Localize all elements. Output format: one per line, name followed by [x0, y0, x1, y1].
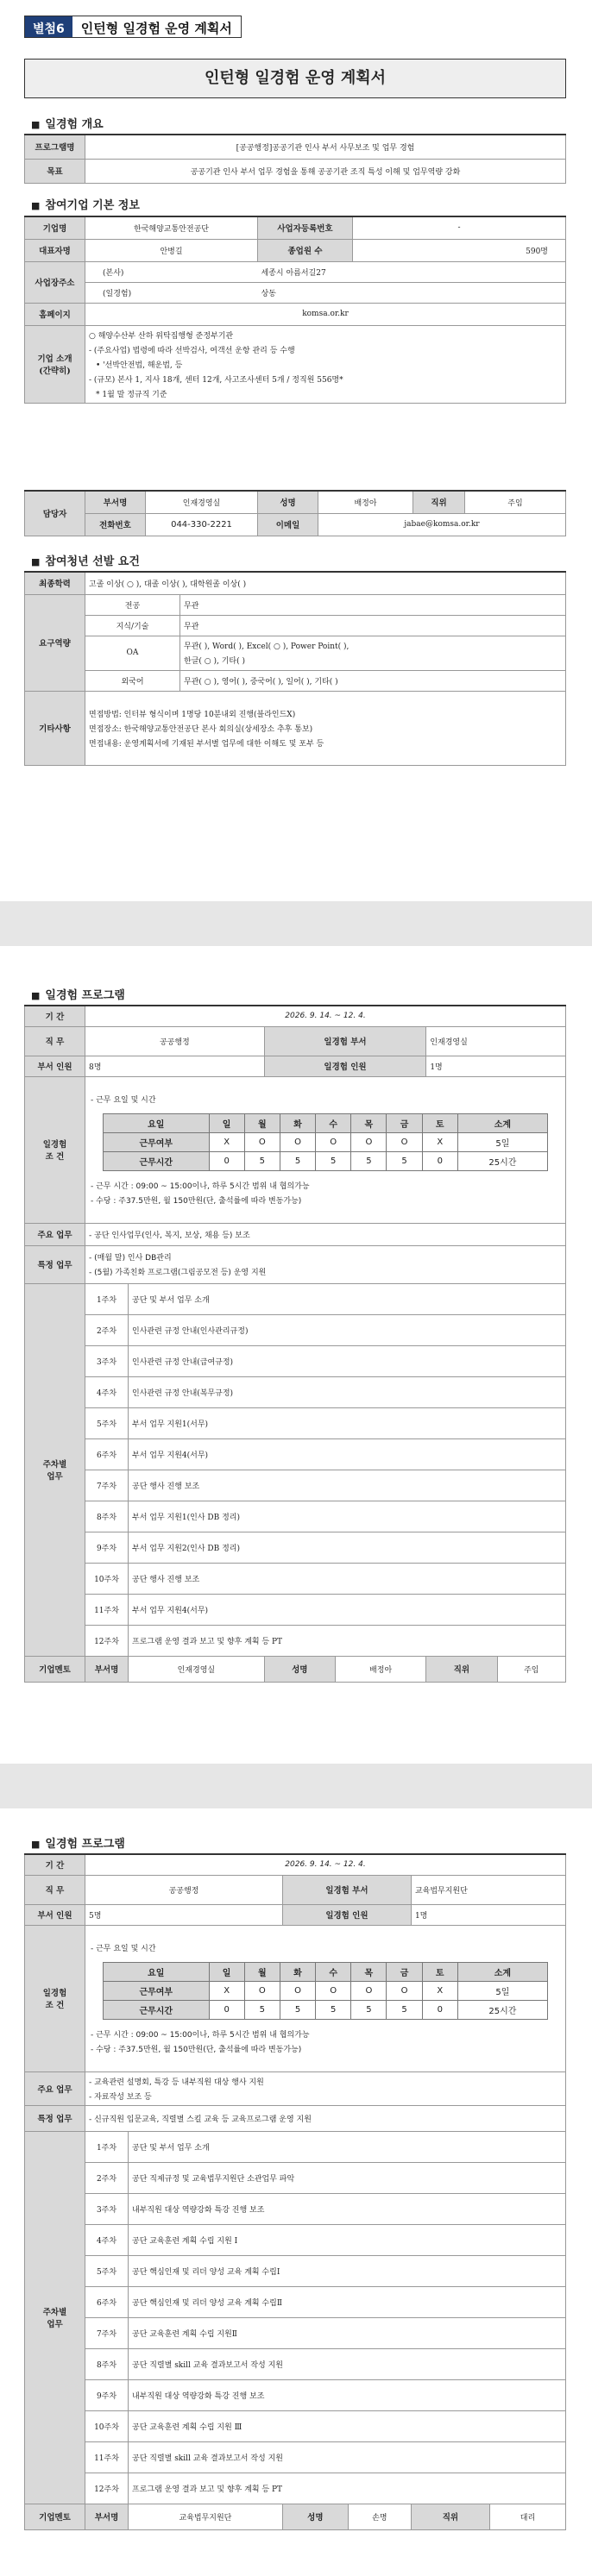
document-title: 인턴형 일경험 운영 계획서: [24, 59, 566, 98]
sched-hours: 5: [387, 2001, 422, 2020]
overview-table: [24, 134, 566, 184]
week-label: 1주차: [85, 1283, 129, 1314]
week-task: 공단 및 부서 업무 소개: [129, 2131, 566, 2162]
period-label: 기 간: [25, 1006, 85, 1026]
homepage-value: komsa.or.kr: [85, 303, 566, 325]
mgr-tel-label: 전화번호: [85, 513, 146, 536]
field-value: 공공행정: [85, 1875, 283, 1904]
week-label: 11주차: [85, 2441, 129, 2473]
period-label: 기 간: [25, 1854, 85, 1875]
mentor-name-label: 성명: [264, 1656, 335, 1682]
main-value: - 공단 인사업무(인사, 복지, 보상, 채용 등) 보조: [85, 1223, 566, 1245]
section-requirements-heading: ■ 참여청년 선발 요건: [31, 552, 140, 568]
goal-label: 목표: [25, 159, 85, 183]
sched-day: 목: [351, 1114, 387, 1133]
week-task: 인사관련 규정 안내(복무규정): [129, 1376, 566, 1407]
week-label: 9주차: [85, 1532, 129, 1563]
major-label: 전공: [85, 594, 180, 615]
intro-line: - (주요사업) 법령에 따라 선박검사, 여객선 운항 관리 등 수행: [89, 346, 295, 355]
week-task: 공단 교육훈련 계획 수립 지원 Ⅰ: [129, 2224, 566, 2255]
etc-line: 면접장소: 한국해양교통안전공단 본사 회의실(상세장소 추후 통보): [89, 724, 313, 734]
cond-label: 일경험 조 건: [25, 1076, 85, 1223]
cond-pay: - 수당 : 주37.5만원, 월 150만원(단, 출석률에 따라 변동가능): [91, 1197, 302, 1206]
week-task: 부서 업무 지원1(서무): [129, 1407, 566, 1438]
sched-work-label: 근무여부: [104, 1133, 210, 1152]
week-label: 1주차: [85, 2131, 129, 2162]
sched-work: O: [280, 1133, 315, 1152]
sched-work: O: [351, 1133, 387, 1152]
mentor-pos-value: 주임: [497, 1656, 565, 1682]
sched-hours: 5: [280, 2001, 315, 2020]
week-task: 공단 직렬별 skill 교육 결과보고서 작성 지원: [129, 2441, 566, 2473]
week-task: 공단 직렬별 skill 교육 결과보고서 작성 지원: [129, 2348, 566, 2379]
cond-value: [85, 1925, 566, 2071]
sched-day: 일: [209, 1114, 244, 1133]
company-label: 기업명: [25, 216, 85, 239]
program-label: 프로그램명: [25, 135, 85, 159]
page-gap: [0, 901, 592, 946]
mgr-dept-value: 인재경영실: [146, 491, 258, 513]
mentor-name-label: 성명: [282, 2504, 348, 2529]
annex-header: [24, 16, 242, 38]
week-label: 12주차: [85, 2473, 129, 2504]
sched-hours: 5: [316, 1152, 351, 1171]
week-label: 8주차: [85, 2348, 129, 2379]
weekly-label: 주차별 업무: [25, 1283, 85, 1656]
section-program-heading: ■ 일경험 프로그램: [31, 986, 125, 1002]
major-value: 무관: [180, 594, 566, 615]
special-label: 특정 업무: [25, 1245, 85, 1283]
intro-line: ○ 해양수산부 산하 위탁집행형 준정부기관: [89, 331, 234, 341]
sched-work: X: [209, 1982, 244, 2001]
req-label: 요구역량: [25, 594, 85, 691]
oa-line: 무관( ), Word( ), Excel( ○ ), Power Point( ),: [184, 642, 350, 651]
mentor-dept-value: 인재경영실: [129, 1656, 265, 1682]
manager-table: [24, 490, 566, 536]
week-label: 5주차: [85, 1407, 129, 1438]
week-label: 7주차: [85, 2317, 129, 2348]
dept-value: 교육법무지원단: [411, 1875, 565, 1904]
mgr-name-value: 배정아: [318, 491, 413, 513]
sched-hours: 0: [209, 1152, 244, 1171]
sched-hours: 5: [351, 2001, 387, 2020]
week-label: 10주차: [85, 2410, 129, 2441]
sched-hours-total: 25시간: [457, 2001, 547, 2020]
mentor-pos-label: 직위: [411, 2504, 489, 2529]
intro-label: 기업 소개 (간략히): [25, 325, 85, 403]
week-task: 프로그램 운영 결과 보고 및 향후 계획 등 PT: [129, 2473, 566, 2504]
intro-line: * 1월 말 정규직 기준: [96, 390, 167, 399]
period-value: 2026. 9. 14. ~ 12. 4.: [85, 1006, 566, 1026]
sched-day: 화: [280, 1963, 315, 1982]
cond-time: - 근무 시간 : 09:00 ~ 15:00이나, 하루 5시간 범위 내 협의가능: [91, 1182, 310, 1191]
mgr-email-value: jabae@komsa.or.kr: [318, 513, 566, 536]
mentor-pos-value: 대리: [489, 2504, 565, 2529]
staff-value: 8명: [85, 1056, 265, 1076]
sched-day: 금: [387, 1963, 422, 1982]
ceo-label: 대표자명: [25, 239, 85, 261]
week-label: 2주차: [85, 2162, 129, 2193]
cond-top: - 근무 요일 및 시간: [91, 1945, 156, 1953]
mgr-email-label: 이메일: [258, 513, 318, 536]
week-task: 공단 교육훈련 계획 수립 지원Ⅱ: [129, 2317, 566, 2348]
intro-value: [85, 325, 566, 403]
field-label: 직 무: [25, 1875, 85, 1904]
intro-line: • '선박안전법, 해운법, 등: [96, 360, 183, 370]
oa-label: OA: [85, 636, 180, 670]
count-label: 일경험 인원: [282, 1904, 411, 1925]
main-line: - 교육관련 설명회, 특강 등 내부직원 대상 행사 지원: [89, 2078, 264, 2087]
sched-work-total: 5일: [457, 1982, 547, 2001]
hq-label: (본사): [85, 261, 258, 282]
sched-day-label: 요일: [104, 1963, 210, 1982]
week-task: 부서 업무 지원2(인사 DB 정리): [129, 1532, 566, 1563]
sched-day: 일: [209, 1963, 244, 1982]
sched-day-label: 요일: [104, 1114, 210, 1133]
sched-day: 토: [422, 1114, 457, 1133]
main-value: [85, 2071, 566, 2105]
bizno-label: 사업자등록번호: [258, 216, 353, 239]
week-label: 4주차: [85, 1376, 129, 1407]
week-task: 인사관련 규정 안내(급여규정): [129, 1345, 566, 1376]
program-table-1: [24, 1005, 566, 1683]
sched-total-label: 소계: [457, 1963, 547, 1982]
mentor-label: 기업멘토: [25, 2504, 85, 2529]
week-label: 2주차: [85, 1314, 129, 1345]
ceo-value: 안병길: [85, 239, 258, 261]
employees-value: 590명: [353, 239, 566, 261]
mgr-position-label: 직위: [413, 491, 465, 513]
mentor-dept-value: 교육법무지원단: [129, 2504, 283, 2529]
week-label: 9주차: [85, 2379, 129, 2410]
week-task: 부서 업무 지원1(인사 DB 정리): [129, 1501, 566, 1532]
sched-work: O: [387, 1982, 422, 2001]
skill-label: 지식/기술: [85, 615, 180, 636]
week-task: 공단 행사 진행 보조: [129, 1563, 566, 1594]
sched-hours: 5: [316, 2001, 351, 2020]
week-task: 내부직원 대상 역량강화 특강 진행 보조: [129, 2193, 566, 2224]
annex-tag: 별첨6: [25, 16, 72, 37]
sched-work: O: [244, 1133, 280, 1152]
sched-hours-total: 25시간: [457, 1152, 547, 1171]
week-label: 10주차: [85, 1563, 129, 1594]
mgr-dept-label: 부서명: [85, 491, 146, 513]
week-task: 프로그램 운영 결과 보고 및 향후 계획 등 PT: [129, 1625, 566, 1656]
sched-work-total: 5일: [457, 1133, 547, 1152]
sched-day: 수: [316, 1114, 351, 1133]
week-task: 공단 핵심인재 및 리더 양성 교육 계획 수립Ⅱ: [129, 2286, 566, 2317]
sched-work: O: [280, 1982, 315, 2001]
week-task: 공단 및 부서 업무 소개: [129, 1283, 566, 1314]
sched-day: 토: [422, 1963, 457, 1982]
sched-work: X: [209, 1133, 244, 1152]
week-task: 공단 교육훈련 계획 수립 지원 Ⅲ: [129, 2410, 566, 2441]
requirements-table: [24, 571, 566, 766]
mentor-dept-label: 부서명: [85, 2504, 129, 2529]
etc-line: 면접방법: 인터뷰 형식이며 1명당 10분내외 진행(블라인드X): [89, 710, 296, 719]
sched-work: O: [351, 1982, 387, 2001]
sched-work: O: [316, 1133, 351, 1152]
site-label: (일경험): [85, 282, 258, 303]
staff-label: 부서 인원: [25, 1056, 85, 1076]
page-2: [0, 946, 592, 1764]
week-task: 인사관련 규정 안내(인사관리규정): [129, 1314, 566, 1345]
staff-value: 5명: [85, 1904, 283, 1925]
sched-hours: 0: [422, 2001, 457, 2020]
mentor-label: 기업멘토: [25, 1656, 85, 1682]
week-task: 내부직원 대상 역량강화 특강 진행 보조: [129, 2379, 566, 2410]
special-line: - (매월 말) 인사 DB관리: [89, 1254, 172, 1263]
sched-hours: 0: [209, 2001, 244, 2020]
week-label: 7주차: [85, 1470, 129, 1501]
sched-hours-label: 근무시간: [104, 2001, 210, 2020]
sched-hours: 0: [422, 1152, 457, 1171]
sched-hours: 5: [280, 1152, 315, 1171]
sched-work: O: [316, 1982, 351, 2001]
sched-work: O: [387, 1133, 422, 1152]
sched-hours: 5: [244, 2001, 280, 2020]
mentor-name-value: 손명: [348, 2504, 411, 2529]
dept-label: 일경험 부서: [282, 1875, 411, 1904]
sched-hours: 5: [387, 1152, 422, 1171]
cond-value: [85, 1076, 566, 1223]
mentor-dept-label: 부서명: [85, 1656, 129, 1682]
page-gap: [0, 1764, 592, 1808]
cond-time: - 근무 시간 : 09:00 ~ 15:00이나, 하루 5시간 범위 내 협의가능: [91, 2031, 310, 2040]
address-label: 사업장주소: [25, 261, 85, 303]
sched-hours: 5: [244, 1152, 280, 1171]
etc-label: 기타사항: [25, 691, 85, 765]
week-task: 부서 업무 지원4(서무): [129, 1594, 566, 1625]
sched-hours: 5: [351, 1152, 387, 1171]
count-value: 1명: [411, 1904, 565, 1925]
company-value: 한국해양교통안전공단: [85, 216, 258, 239]
field-value: 공공행정: [85, 1026, 265, 1056]
week-label: 6주차: [85, 2286, 129, 2317]
cond-pay: - 수당 : 주37.5만원, 월 150만원(단, 출석률에 따라 변동가능): [91, 2046, 302, 2054]
week-task: 부서 업무 지원4(서무): [129, 1438, 566, 1470]
mentor-pos-label: 직위: [426, 1656, 497, 1682]
sched-day: 수: [316, 1963, 351, 1982]
week-task: 공단 행사 진행 보조: [129, 1470, 566, 1501]
bizno-value: -: [353, 216, 566, 239]
week-label: 3주차: [85, 2193, 129, 2224]
sched-hours-label: 근무시간: [104, 1152, 210, 1171]
sched-day: 목: [351, 1963, 387, 1982]
oa-value: [180, 636, 566, 670]
sched-total-label: 소계: [457, 1114, 547, 1133]
sched-work: O: [244, 1982, 280, 2001]
homepage-label: 홈페이지: [25, 303, 85, 325]
cond-top: - 근무 요일 및 시간: [91, 1096, 156, 1105]
program-value: [공공행정]공공기관 인사 부서 사무보조 및 업무 경험: [85, 135, 566, 159]
skill-value: 무관: [180, 615, 566, 636]
page-3: [0, 1808, 592, 2576]
week-label: 3주차: [85, 1345, 129, 1376]
mgr-position-value: 주임: [465, 491, 566, 513]
week-label: 8주차: [85, 1501, 129, 1532]
etc-value: [85, 691, 566, 765]
etc-line: 면접내용: 운영계획서에 기재된 부서별 업무에 대한 이해도 및 포부 등: [89, 739, 324, 749]
section-company-heading: ■ 참여기업 기본 정보: [31, 196, 140, 212]
program-table-2: [24, 1853, 566, 2530]
mgr-tel-value: 044-330-2221: [146, 513, 258, 536]
oa-line: 한글( ○ ), 기타( ): [184, 657, 245, 666]
week-label: 4주차: [85, 2224, 129, 2255]
special-label: 특정 업무: [25, 2105, 85, 2131]
site-value: 상동: [258, 282, 566, 303]
lang-label: 외국어: [85, 670, 180, 691]
sched-work: X: [422, 1133, 457, 1152]
page-1: [0, 0, 592, 901]
week-label: 11주차: [85, 1594, 129, 1625]
week-label: 5주차: [85, 2255, 129, 2286]
main-line: - 자료작성 보조 등: [89, 2092, 152, 2102]
hq-value: 세종시 아름서길27: [258, 261, 566, 282]
goal-value: 공공기관 인사 부서 업무 경험을 통해 공공기관 조직 특성 이해 및 업무역량 강화: [85, 159, 566, 183]
section-overview-heading: ■ 일경험 개요: [31, 115, 104, 131]
special-line: - (5월) 가족친화 프로그램(그림공모전 등) 운영 지원: [89, 1269, 267, 1277]
main-label: 주요 업무: [25, 1223, 85, 1245]
week-task: 공단 핵심인재 및 리더 양성 교육 계획 수립Ⅰ: [129, 2255, 566, 2286]
staff-label: 부서 인원: [25, 1904, 85, 1925]
company-table: [24, 216, 566, 404]
section-program-heading: ■ 일경험 프로그램: [31, 1834, 125, 1851]
lang-value: 무관( ○ ), 영어( ), 중국어( ), 일어( ), 기타( ): [180, 670, 566, 691]
week-label: 12주차: [85, 1625, 129, 1656]
weekly-label: 주차별 업무: [25, 2131, 85, 2504]
sched-work: X: [422, 1982, 457, 2001]
sched-day: 월: [244, 1114, 280, 1133]
edu-value: 고졸 이상( ○ ), 대졸 이상( ), 대학원졸 이상( ): [85, 572, 566, 594]
intro-line: - (규모) 본사 1, 지사 18개, 센터 12개, 사고조사센터 5개 / 정직원 556명*: [89, 375, 343, 385]
week-task: 공단 직제규정 및 교육법무지원단 소관업무 파악: [129, 2162, 566, 2193]
sched-day: 화: [280, 1114, 315, 1133]
special-value: [85, 1245, 566, 1283]
count-label: 일경험 인원: [264, 1056, 426, 1076]
annex-title: 인턴형 일경험 운영 계획서: [72, 16, 241, 37]
week-label: 6주차: [85, 1438, 129, 1470]
special-value: - 신규직원 입문교육, 직렬별 스킬 교육 등 교육프로그램 운영 지원: [85, 2105, 566, 2131]
main-label: 주요 업무: [25, 2071, 85, 2105]
sched-day: 월: [244, 1963, 280, 1982]
manager-label: 담당자: [25, 491, 85, 536]
dept-value: 인재경영실: [426, 1026, 566, 1056]
mentor-name-value: 배정아: [335, 1656, 425, 1682]
sched-day: 금: [387, 1114, 422, 1133]
schedule-table: [103, 1962, 548, 2020]
period-value: 2026. 9. 14. ~ 12. 4.: [85, 1854, 566, 1875]
cond-label: 일경험 조 건: [25, 1925, 85, 2071]
count-value: 1명: [426, 1056, 566, 1076]
schedule-table: [103, 1113, 548, 1171]
dept-label: 일경험 부서: [264, 1026, 426, 1056]
edu-label: 최종학력: [25, 572, 85, 594]
sched-work-label: 근무여부: [104, 1982, 210, 2001]
field-label: 직 무: [25, 1026, 85, 1056]
employees-label: 종업원 수: [258, 239, 353, 261]
mgr-name-label: 성명: [258, 491, 318, 513]
